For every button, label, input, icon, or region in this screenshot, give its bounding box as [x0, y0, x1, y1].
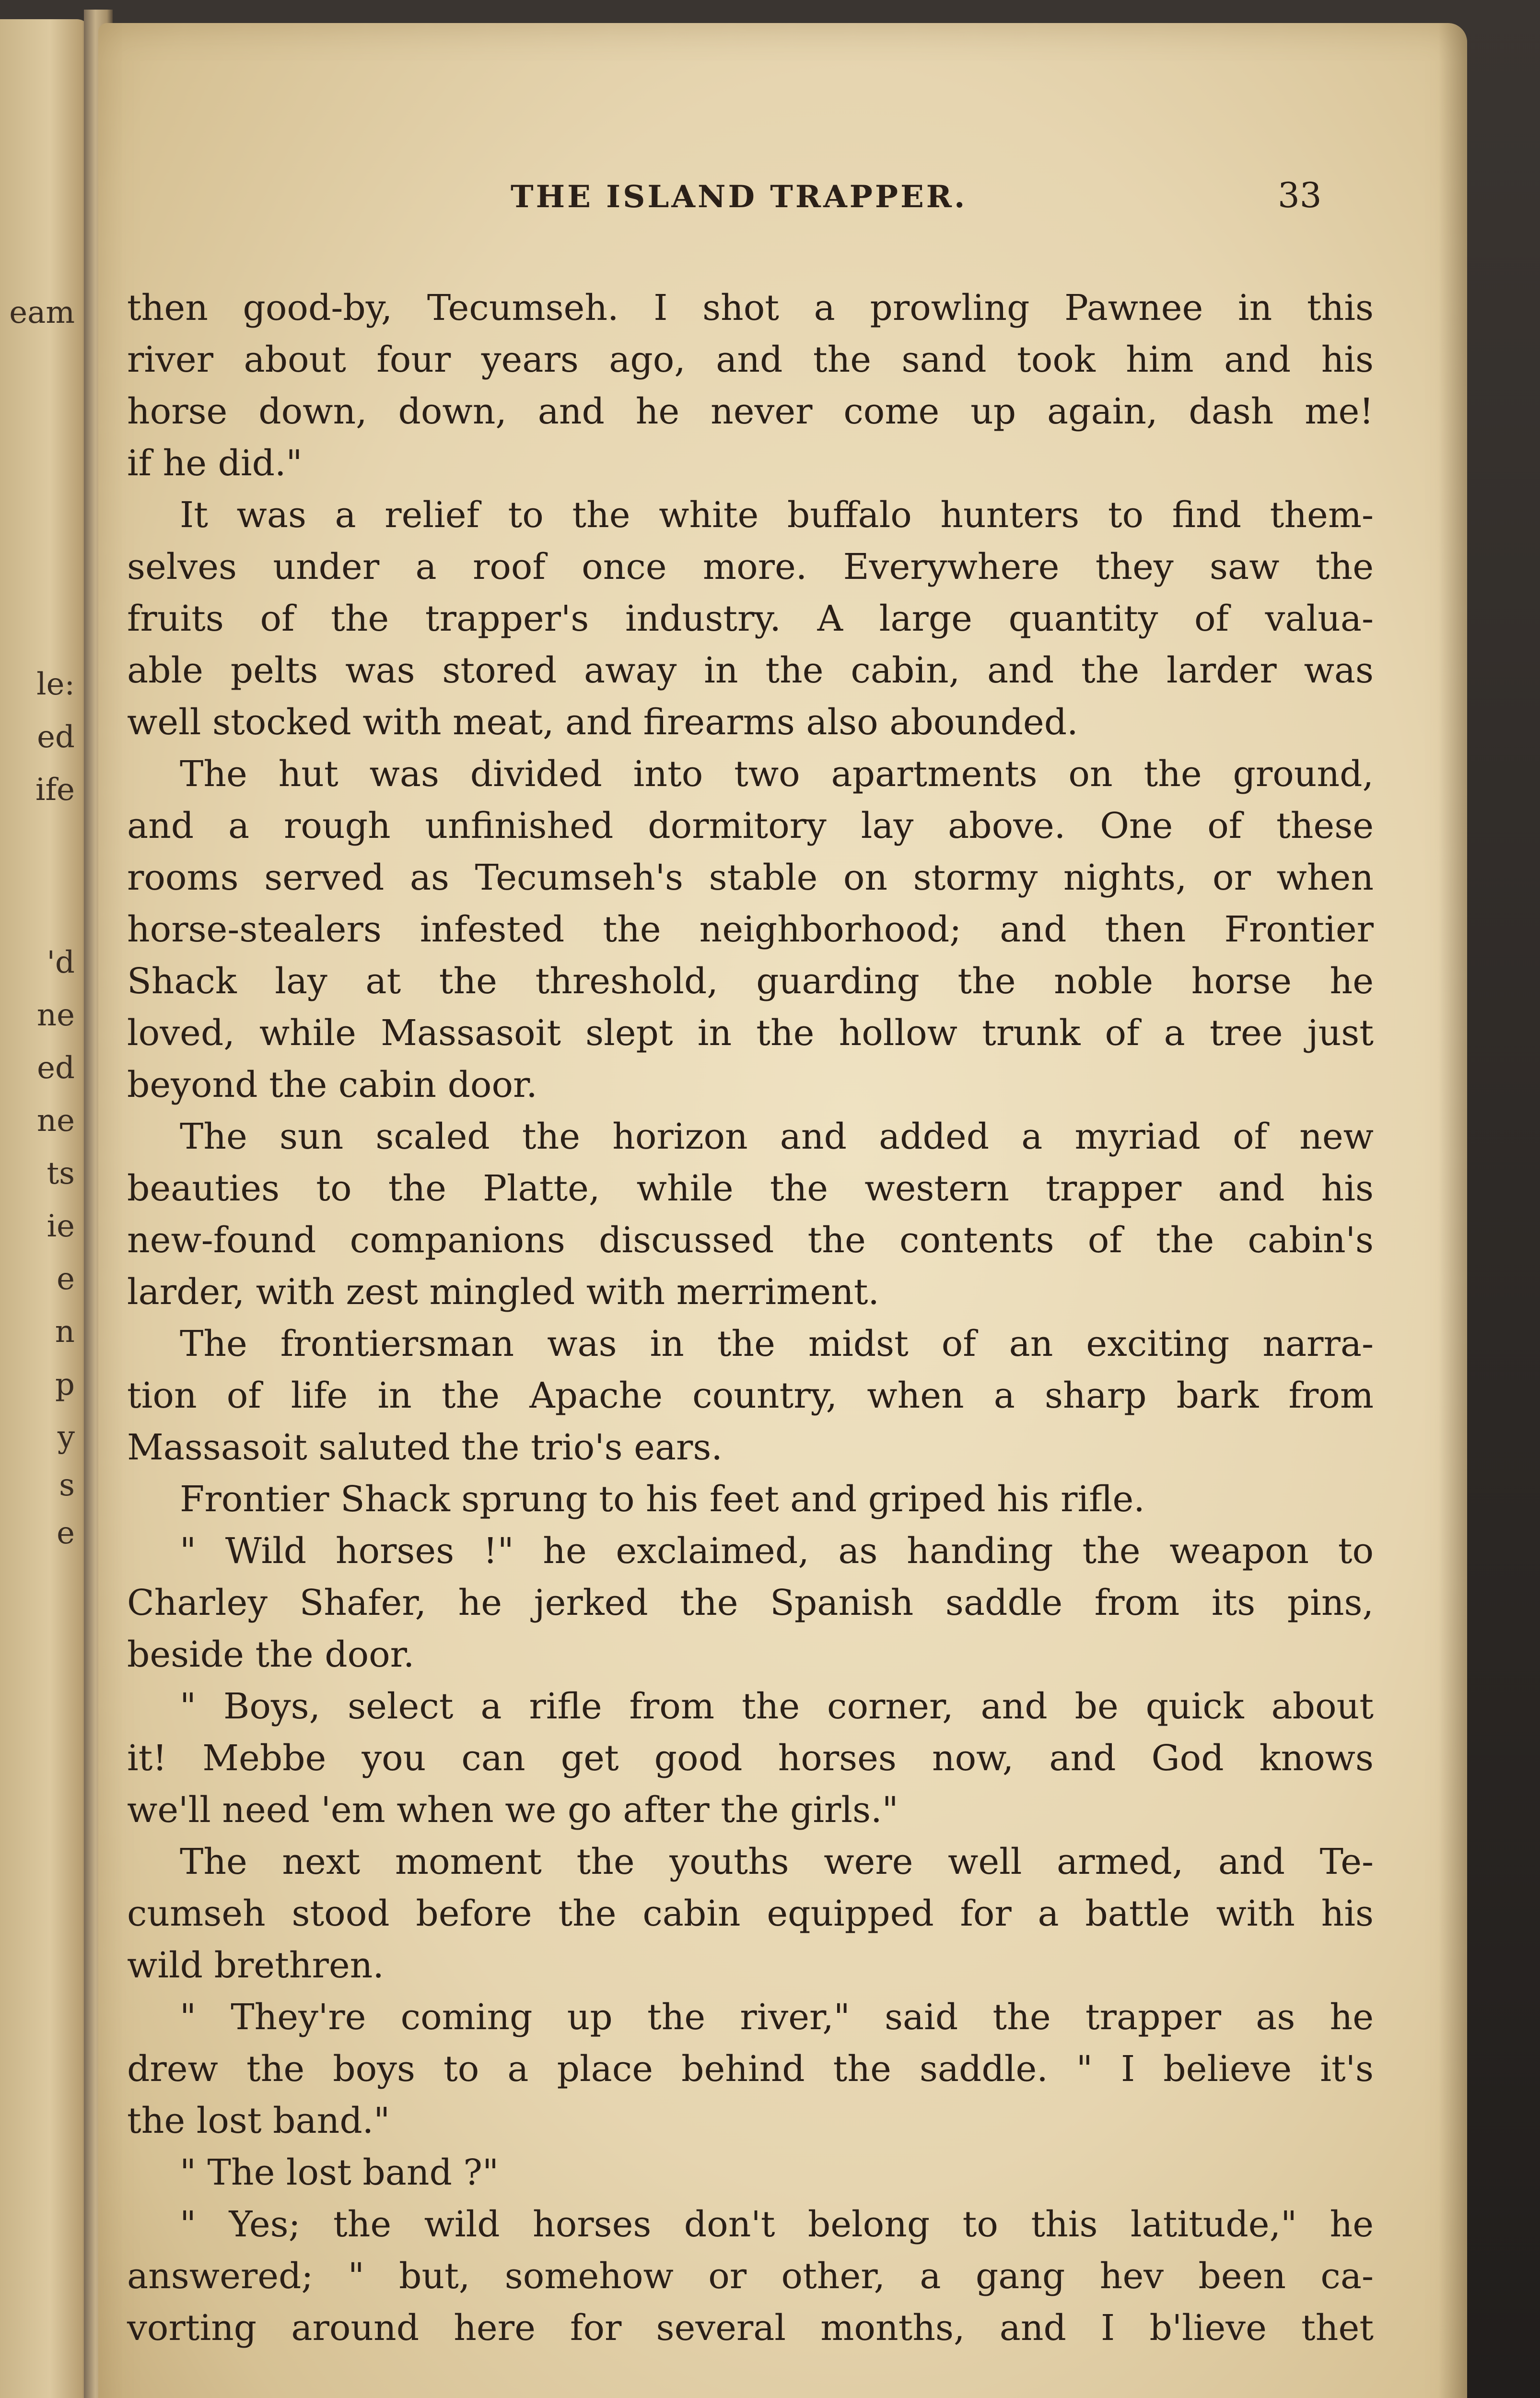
facing-page-fragment: n [55, 1314, 75, 1350]
text-line: wild brethren. [127, 1945, 384, 1986]
text-line: Massasoit saluted the trio's ears. [127, 1427, 723, 1468]
text-line: horse down, down, and he never come up again, dash me! [127, 391, 1374, 432]
text-line: Charley Shafer, he jerked the Spanish saddle from its pins, [127, 1582, 1374, 1623]
text-line: new-found companions discussed the contents of the cabin's [127, 1220, 1374, 1261]
text-line: " Yes; the wild horses don't belong to this latitude," he [180, 2204, 1374, 2245]
text-line: tion of life in the Apache country, when a sharp bark from [127, 1375, 1374, 1416]
body-text [127, 282, 1374, 2354]
facing-page-fragment: eam [9, 295, 75, 330]
text-line: selves under a roof once more. Everywhere they saw the [127, 546, 1374, 588]
running-head [98, 175, 1467, 232]
text-line: cumseh stood before the cabin equipped for a battle with his [127, 1893, 1374, 1934]
text-line: answered; " but, somehow or other, a gang hev been ca- [127, 2256, 1374, 2297]
facing-page-fragment: ne [36, 1103, 75, 1139]
text-line: able pelts was stored away in the cabin, and the larder was [127, 650, 1374, 691]
text-line: Frontier Shack sprung to his feet and griped his rifle. [180, 1479, 1145, 1520]
text-line: beauties to the Platte, while the western trapper and his [127, 1168, 1374, 1209]
text-line: beyond the cabin door. [127, 1064, 537, 1105]
text-line: The frontiersman was in the midst of an exciting narra- [180, 1323, 1374, 1364]
text-line: The hut was divided into two apartments on the ground, [180, 753, 1374, 795]
facing-page-fragment: ife [35, 772, 75, 808]
text-line: " Boys, select a rifle from the corner, and be quick about [180, 1686, 1374, 1727]
facing-page-fragment: 'd [47, 945, 75, 980]
facing-page-fragment: s [59, 1468, 75, 1503]
text-line: " The lost band ?" [180, 2152, 499, 2193]
text-line: beside the door. [127, 1634, 415, 1675]
text-line: the lost band." [127, 2100, 390, 2141]
text-line: it! Mebbe you can get good horses now, and God knows [127, 1738, 1374, 1779]
facing-page-fragment: ed [37, 719, 75, 755]
text-line: fruits of the trapper's industry. A large quantity of valua- [127, 598, 1374, 639]
text-line: well stocked with meat, and firearms also abounded. [127, 702, 1078, 743]
text-line: vorting around here for several months, and I b'lieve thet [127, 2307, 1374, 2349]
facing-page-fragment: p [55, 1367, 75, 1402]
facing-page-fragment: e [57, 1516, 75, 1551]
text-line: then good-by, Tecumseh. I shot a prowling Pawnee in this [127, 287, 1374, 329]
text-line: if he did." [127, 443, 303, 484]
text-line: rooms served as Tecumseh's stable on stormy nights, or when [127, 857, 1374, 898]
running-head-title: THE ISLAND TRAPPER. [511, 179, 968, 215]
facing-page-fragment: y [57, 1420, 75, 1455]
facing-page-fragment: ts [47, 1156, 75, 1191]
text-line: we'll need 'em when we go after the girls." [127, 1789, 898, 1831]
text-line: The sun scaled the horizon and added a myriad of new [180, 1116, 1374, 1157]
text-line: It was a relief to the white buffalo hunters to find them- [180, 494, 1374, 536]
page-number: 33 [1278, 175, 1322, 215]
text-line: larder, with zest mingled with merriment. [127, 1271, 879, 1313]
text-line: Shack lay at the threshold, guarding the noble horse he [127, 961, 1374, 1002]
text-line: river about four years ago, and the sand took him and his [127, 339, 1374, 380]
text-line: " They're coming up the river," said the trapper as he [180, 1997, 1374, 2038]
text-line: " Wild horses !" he exclaimed, as handing the weapon to [180, 1530, 1374, 1572]
facing-page-fragment: ed [37, 1050, 75, 1086]
facing-page-fragment: ne [36, 998, 75, 1033]
facing-page-fragment: e [57, 1261, 75, 1297]
text-line: horse-stealers infested the neighborhood; and then Frontier [127, 909, 1374, 950]
text-line: loved, while Massasoit slept in the hollow trunk of a tree just [127, 1012, 1374, 1054]
book-page [98, 23, 1467, 2398]
facing-page-fragment: le: [36, 667, 75, 702]
text-line: The next moment the youths were well armed, and Te- [180, 1841, 1374, 1882]
text-line: drew the boys to a place behind the saddle. " I believe it's [127, 2048, 1374, 2090]
facing-page-edge [0, 19, 91, 2398]
page-edge-shadow [1438, 23, 1467, 2398]
facing-page-fragment: ie [47, 1209, 75, 1244]
text-line: and a rough unfinished dormitory lay above. One of these [127, 805, 1374, 846]
